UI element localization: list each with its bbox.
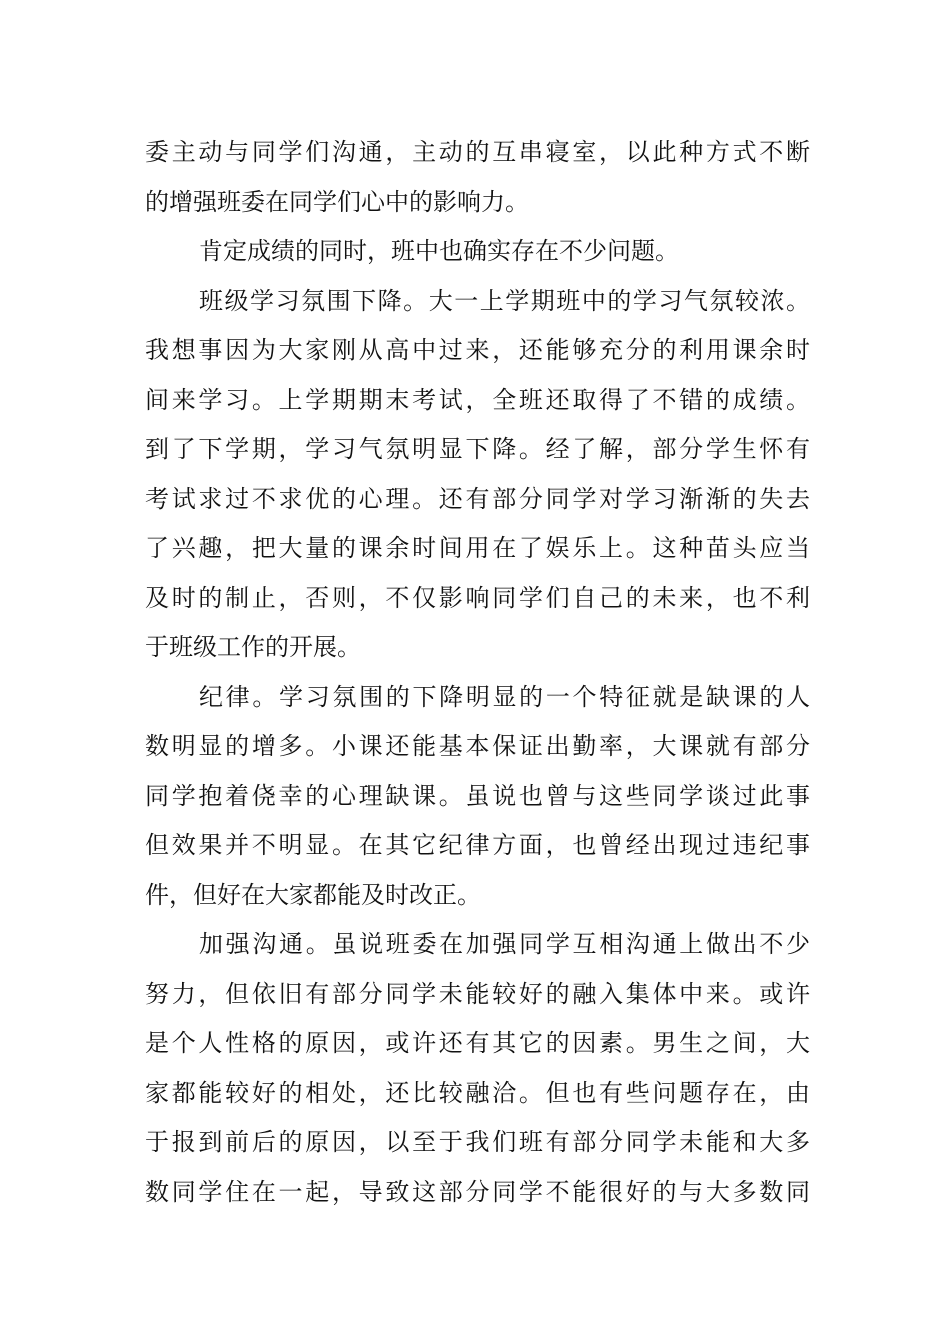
document-body	[145, 128, 810, 1217]
text-line: 我想事因为大家刚从高中过来，还能够充分的利用课余时	[145, 336, 810, 364]
text-line: 于班级工作的开展。	[145, 633, 361, 661]
text-line: 件，但好在大家都能及时改正。	[145, 880, 481, 909]
text-line: 于报到前后的原因，以至于我们班有部分同学未能和大多	[145, 1128, 810, 1156]
text-line: 间来学习。上学期期末考试，全班还取得了不错的成绩。	[145, 385, 810, 414]
paragraph-first-line: 加强沟通。虽说班委在加强同学互相沟通上做出不少	[199, 930, 810, 958]
text-line: 考试求过不求优的心理。还有部分同学对学习渐渐的失去	[145, 484, 810, 513]
text-line: 同学抱着侥幸的心理缺课。虽说也曾与这些同学谈过此事	[145, 781, 810, 810]
text-line: 但效果并不明显。在其它纪律方面，也曾经出现过违纪事	[145, 831, 810, 859]
text-line: 到了下学期，学习气氛明显下降。经了解，部分学生怀有	[145, 435, 810, 463]
text-line: 是个人性格的原因，或许还有其它的因素。男生之间，大	[145, 1029, 810, 1057]
text-line: 努力，但依旧有部分同学未能较好的融入集体中来。或许	[145, 979, 810, 1008]
text-line: 的增强班委在同学们心中的影响力。	[145, 187, 529, 216]
paragraph-first-line: 肯定成绩的同时，班中也确实存在不少问题。	[199, 237, 679, 265]
text-line: 了兴趣，把大量的课余时间用在了娱乐上。这种苗头应当	[145, 534, 810, 562]
text-line: 数同学住在一起，导致这部分同学不能很好的与大多数同	[145, 1177, 810, 1206]
paragraph-first-line: 班级学习氛围下降。大一上学期班中的学习气氛较浓。	[199, 286, 810, 315]
text-line: 及时的制止，否则，不仅影响同学们自己的未来，也不利	[145, 583, 810, 612]
text-line: 数明显的增多。小课还能基本保证出勤率，大课就有部分	[145, 732, 810, 760]
text-line: 家都能较好的相处，还比较融洽。但也有些问题存在，由	[145, 1078, 810, 1107]
text-line: 委主动与同学们沟通，主动的互串寝室，以此种方式不断	[145, 138, 810, 166]
paragraph-first-line: 纪律。学习氛围的下降明显的一个特征就是缺课的人	[199, 682, 810, 711]
